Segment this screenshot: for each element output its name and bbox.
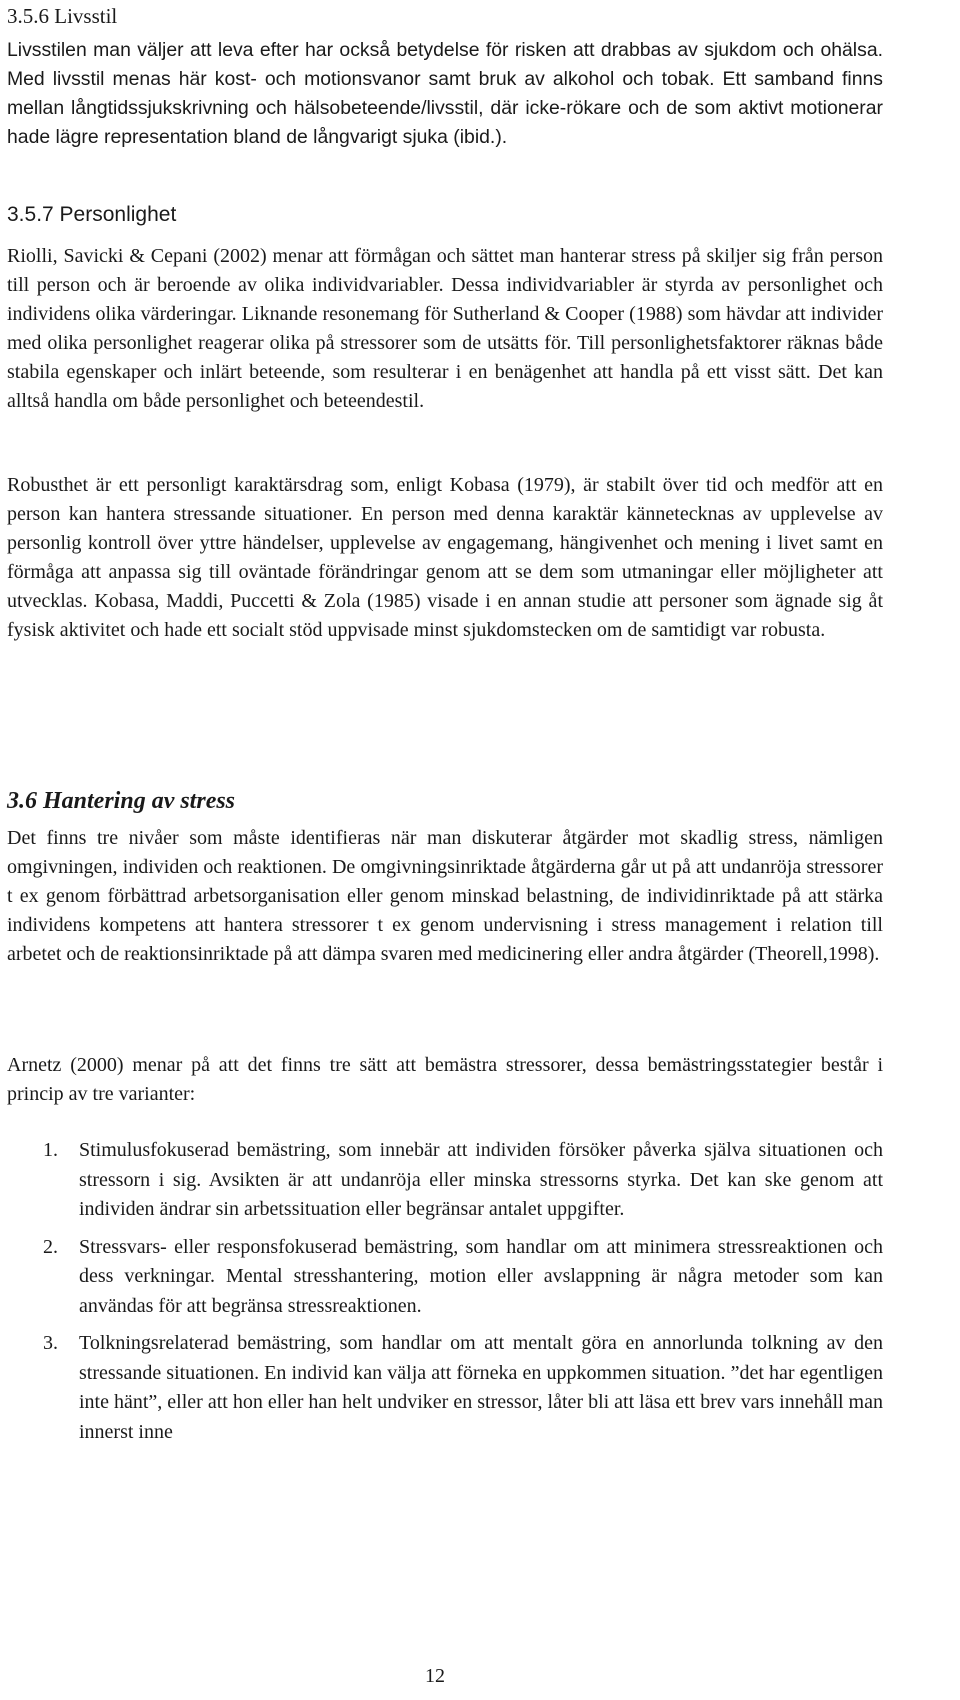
list-item-text: Tolkningsrelaterad bemästring, som handlar om att mentalt göra en annorlunda tolkning av den stressande situationen. En individ kan välja att förneka en uppkommen situation. ”det har egentligen inte hänt”, eller att hon eller han helt undviker en stressor, låter bli att läsa ett brev vars innehåll man innerst inne <box>79 1332 883 1443</box>
list-item-number: 1. <box>43 1139 58 1161</box>
list-item <box>7 1233 883 1322</box>
paragraph-hantering-2: Arnetz (2000) menar på att det finns tre sätt att bemästra stressorer, dessa bemästringsstategier består i princip av tre varianter: <box>7 1054 883 1105</box>
list-item <box>7 1329 883 1447</box>
coping-strategy-list <box>7 1136 883 1455</box>
list-item-number: 3. <box>43 1332 58 1354</box>
paragraph-hantering-1: Det finns tre nivåer som måste identifieras när man diskuterar åtgärder mot skadlig stress, nämligen omgivningen, individen och reaktionen. De omgivningsinriktade åtgärderna går ut på att undanröja stressorer t ex genom förbättrad arbetsorganisation eller genom minskad belastning, de individinriktade på att stärka individens kompetens att hantera stressorer t ex genom undervisning i stress management i relation till arbetet och de reaktionsinriktade på att dämpa svaren med medicinering eller andra åtgärder (Theorell,1998). <box>7 827 883 965</box>
page-number: 12 <box>425 1665 445 1687</box>
list-item-text: Stressvars- eller responsfokuserad bemästring, som handlar om att minimera stressreaktionen och dess verkningar. Mental stresshantering, motion eller avslappning är några metoder som kan användas för att begränsa stressreaktionen. <box>79 1235 883 1317</box>
paragraph-personlighet-1: Riolli, Savicki & Cepani (2002) menar att förmågan och sättet man hanterar stress på skiljer sig från person till person och är beroende av olika individvariabler. Dessa individvariabler är styrda av personlighet och individens olika värderingar. Liknande resonemang för Sutherland & Cooper (1988) som hävdar att individer med olika personlighet reagerar olika på stressorer som de utsätts för. Till personlighetsfaktorer räknas både stabila egenskaper och inlärt beteende, som resulterar i en benägenhet att handla på ett visst sätt. Det kan alltså handla om både personlighet och beteendestil. <box>7 245 883 412</box>
paragraph-personlighet-2: Robusthet är ett personligt karaktärsdrag som, enligt Kobasa (1979), är stabilt över tid och medför att en person kan hantera stressande situationer. En person med denna karaktär kännetecknas av upplevelse av personlig kontroll över yttre händelser, upplevelse av engagemang, hängivenhet och mening i livet samt en förmåga att anpassa sig till oväntade förändringar genom att se dem som utmaningar eller möjligheter att utvecklas. Kobasa, Maddi, Puccetti & Zola (1985) visade i en annan studie att personer som ägnade sig åt fysisk aktivitet och hade ett socialt stöd uppvisade minst sjukdomstecken om de samtidigt var robusta. <box>7 474 883 641</box>
list-item <box>7 1136 883 1225</box>
list-item-number: 2. <box>43 1235 58 1258</box>
list-item-text: Stimulusfokuserad bemästring, som innebär att individen försöker påverka själva situationen och stressorn i sig. Avsikten är att undanröja eller minska stressorns styrka. Det kan ske genom att individen ändrar sin arbetssituation eller begränsar antalet uppgifter. <box>79 1139 883 1220</box>
section-heading-personlighet: 3.5.7 Personlighet <box>7 203 177 226</box>
section-heading-livsstil: 3.5.6 Livsstil <box>7 4 118 28</box>
paragraph-livsstil: Livsstilen man väljer att leva efter har också betydelse för risken att drabbas av sjukdom och ohälsa. Med livsstil menas här kost- och motionsvanor samt bruk av alkohol och tobak. Ett samband finns mellan långtidssjukskrivning och hälsobeteende/livsstil, där icke-rökare och de som aktivt motionerar hade lägre representation bland de långvarigt sjuka (ibid.). <box>7 39 883 148</box>
section-heading-hantering-av-stress: 3.6 Hantering av stress <box>7 788 236 814</box>
